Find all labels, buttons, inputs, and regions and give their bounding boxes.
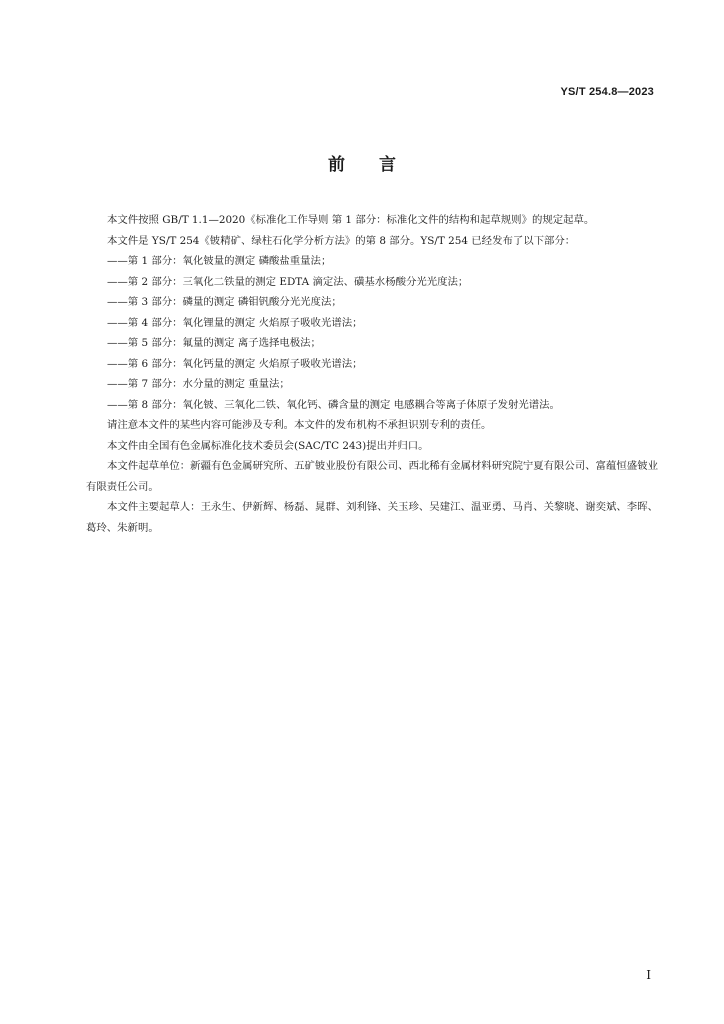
standard-code: YS/T 254.8—2023 — [560, 86, 654, 98]
list-item-part-7: ——第 7 部分：水分量的测定 重量法； — [107, 378, 290, 390]
list-item-part-2: ——第 2 部分：三氧化二铁量的测定 EDTA 滴定法、磺基水杨酸分光光度法； — [107, 275, 469, 288]
page-number: I — [646, 968, 651, 982]
paragraph-series-intro: 本文件是 YS/T 254《铍精矿、绿柱石化学分析方法》的第 8 部分。YS/T 254 已经发布了以下部分： — [107, 234, 576, 247]
paragraph-drafters: 本文件主要起草人：王永生、伊新辉、杨磊、晁群、刘利锋、关玉珍、吴建江、温亚勇、马肖、关黎晓、谢奕斌、李晖、葛玲、朱新明。 — [86, 501, 658, 534]
list-item-part-4: ——第 4 部分：氧化锂量的测定 火焰原子吸收光谱法； — [107, 316, 363, 329]
parts-list — [86, 251, 658, 415]
list-item-part-6: ——第 6 部分：氧化钙量的测定 火焰原子吸收光谱法； — [107, 357, 363, 370]
paragraph-drafting-units: 本文件起草单位：新疆有色金属研究所、五矿铍业股份有限公司、西北稀有金属材料研究院宁夏有限公司、富蕴恒盛铍业有限责任公司。 — [86, 460, 658, 493]
paragraph-proposer: 本文件由全国有色金属标准化技术委员会(SAC/TC 243)提出并归口。 — [107, 439, 429, 452]
list-item-part-5: ——第 5 部分：氟量的测定 离子选择电极法； — [107, 337, 321, 349]
list-item-part-1: ——第 1 部分：氧化铍量的测定 磷酸盐重量法； — [107, 255, 332, 267]
list-item-part-3: ——第 3 部分：磷量的测定 磷钼钒酸分光光度法； — [107, 296, 342, 308]
document-body — [86, 210, 658, 538]
page-title: 前 言 — [328, 155, 396, 175]
paragraph-patent-notice: 请注意本文件的某些内容可能涉及专利。本文件的发布机构不承担识别专利的责任。 — [107, 419, 492, 431]
list-item-part-8: ——第 8 部分：氧化铍、三氧化二铁、氧化钙、磷含量的测定 电感耦合等离子体原子发射光谱法。 — [107, 398, 560, 411]
paragraph-drafting-rules: 本文件按照 GB/T 1.1—2020《标准化工作导则 第 1 部分：标准化文件的结构和起草规则》的规定起草。 — [107, 214, 595, 226]
